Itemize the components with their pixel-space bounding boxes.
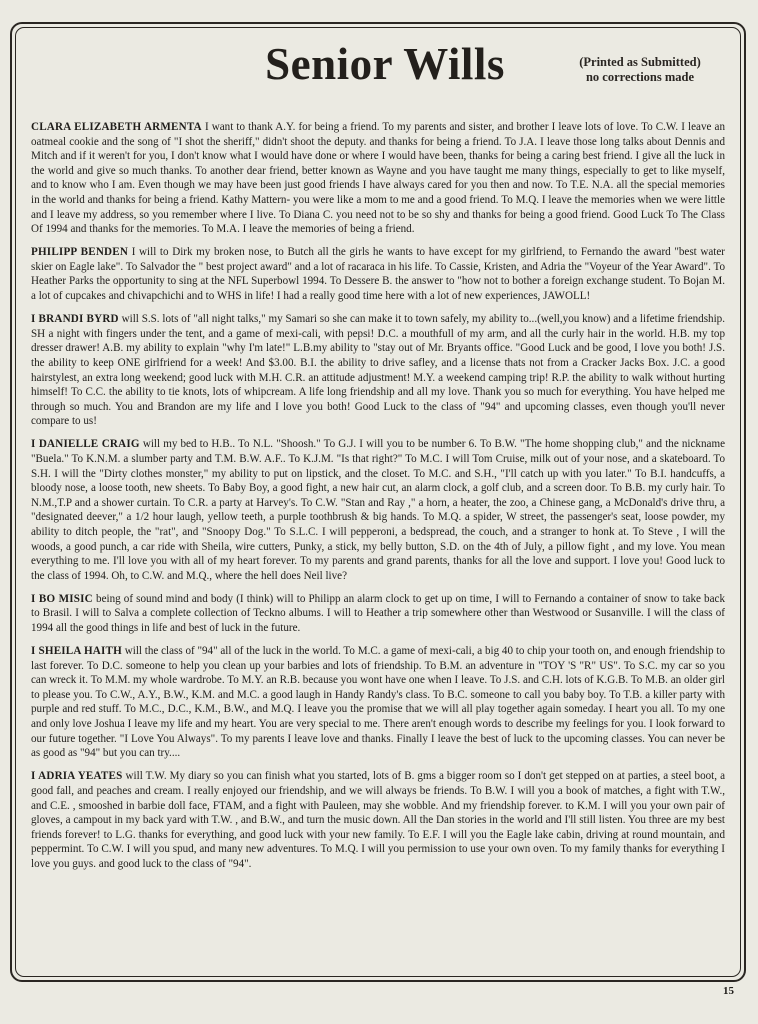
wills-list [31, 120, 725, 880]
will-text: will S.S. lots of "all night talks," my Samari so she can make it to town safely, my ability to...(well,you know) and a lifetime friendship. SH a night with fingers under the tent, and a game of mexi-cali, with pepsi! D.C. a mouthfull of my arm, and all the curly hair in the world. H.B. my top dresser drawer! A.B. my ability to explain "why I'm late!" L.B.my ability to "stay out of Mr. Bryants office. "Good Luck and be good, I love you both! J.S. the ability to keep ONE girlfriend for a week! And $3.00. B.I. the ability to drive safley, and a license thats not from a Cracker Jacks Box. J.C. a good hairstylest, an extra long weekend; good luck with M.H. C.R. an attitude adjustment! M.Y. a weekend camping trip! R.P. the ability to walk without hurting himself! To C.C. the ability to tie knots, lots of whipcream. A life long friendship and all my love. Thank you so much for everything. You have helped me through so much. You and Brandon are my life and I love you both! Good Luck to the class of "94" and upcoming classes, even though you'll never compare to us! [31, 313, 725, 428]
printed-as-submitted-note [555, 55, 725, 85]
note-line-1: (Printed as Submitted) [579, 55, 701, 69]
senior-name: PHILIPP BENDEN [31, 246, 129, 259]
page-title: Senior Wills [265, 39, 505, 89]
will-paragraph-benden [31, 245, 725, 303]
will-paragraph-haith [31, 644, 725, 761]
senior-name: I SHEILA HAITH [31, 645, 122, 658]
will-text: will my bed to H.B.. To N.L. "Shoosh." To G.J. I will you to be number 6. To B.W. "The home shopping club," and the nickname "Buela." To K.N.M. a slumber party and T.M. B.W. A.F.. To K.J.M. "Is that right?" To M.C. I will Tom Cruise, milk out of your nose, and a skateboard. To S.H. I will the "Dirty clothes monster," my ability to put on lipstick, and the closet. To M.C. and S.H., "I'll catch up with you later." To B.I. handcuffs, a bloody nose, a loose tooth, new sheets. To Baby Boy, a good fight, a new hair cut, an alarm clock, a golf club, and a screen door. To B.B. my curly hair. To N.M.,T.P and a shower curtain. To C.R. a party at Harvey's. To C.W. "Stan and Ray ," a horn, a heater, the zoo, a Chinese gang, a McDonald's drive thru, a "designated deever," a 1/2 hour laugh, yellow teeth, a purple toothbrush & big hands. To M.Q. a spider, W street, the passenger's seat, loose powder, my ability to ditch people, the "rat", and "Snoopy Dog." To S.L.C. I will pepperoni, a bedspread, the couch, and a stranger to honk at. To Steve , I will the woods, a good punch, a car ride with Sheila, wire cutters, Punky, a stick, my belly button, S.D. on the 4th of July, a pillow fight , and my love. You mean everything to me. I'll love you with all of my heart forever. To my parents and grand parents, thanks for all the love and support. I love you! Good luck to the class of 1994. Oh, to C.W. and M.Q., where the hell does Neil live? [31, 438, 725, 582]
senior-name: I ADRIA YEATES [31, 770, 123, 783]
page-number: 15 [723, 985, 734, 997]
senior-name: CLARA ELIZABETH ARMENTA [31, 121, 202, 133]
senior-name: I BO MISIC [31, 592, 93, 605]
senior-name: I DANIELLE CRAIG [31, 438, 140, 451]
note-line-2: no corrections made [585, 70, 695, 84]
will-text: I will to Dirk my broken nose, to Butch all the girls he wants to have except for my girlfriend, to Fernando the award "best water skier on Eagle lake". To Salvador the " best project award" and a lot of racaraca in his life. To Cassie, Kristen, and Adria the "Voyeur of the Year Award". To Heather Parks the opportunity to sing at the NFL Superbowl 1994. To Dessere B. the answer to "how not to bother a foreign exchange student. To Bojan M. a lot of cupcakes and chivapchichi and to WHS in life! I had a really good time here with a lot of new experiences, JAWOLL! [31, 246, 726, 303]
will-text: I want to thank A.Y. for being a friend. To my parents and sister, and brother I leave lots of love. To C.W. I leave an oatmeal cookie and the song of "I shot the sheriff," didn't shoot the deputy. and thanks for being a friend. To J.A. I leave those long talks about Dennis and Mitch and if it weren't for you, I don't know what I would have done or where I would have been, thanks for being a caring best friend. I give all the luck in the world and give so much thanks. To another dear friend, better known as Wayne and you have taught me many things, especially to get to like myself, and to know who I am. Even though we may have been just good friends I have always cared for you then and now. To T.E. N.A. all the special memories in the world and thanks for being a friend. Kathy Mattern- you were like a mom to me and a good friend. To M.Q. I leave the memories when we were little and I leave my address, so you remember where I live. To Diana C. you need not to be so shy and thanks for being a good friend. Good Luck To The Class Of 1994 and thanks for the memories. To M.A. I leave the memories of being a friend. [31, 121, 725, 236]
senior-name: I BRANDI BYRD [31, 313, 119, 326]
will-paragraph-armenta [31, 120, 725, 237]
will-paragraph-byrd [31, 312, 725, 429]
will-paragraph-yeates [31, 769, 725, 871]
will-text: being of sound mind and body (I think) will to Philipp an alarm clock to get up on time, I will to Fernando a container of snow to take back to Brasil. I will to Salva a complete collection of Teckno albums. I will to Heather a trip somewhere other than Westwood or Susanville. I will the class of 1994 all the good things in life and best of luck in the future. [31, 592, 725, 634]
will-text: will T.W. My diary so you can finish what you started, lots of B. gms a bigger room so I don't get stepped on at parties, a steel boot, a good fall, and peaches and cream. I really enjoyed our friendship, and we will always be friends. To B.W. I will you a book of matches, a fight with T.W., and C.E. , smooshed in barbie doll face, FTAM, and a fight with Pauleen, may she wobble. And my friendship forever. to K.M. I will you your own pair of gloves, a campout in my back yard with T.W. , and B.W., and turn the music down. All the Dan stories in the world and I'll still listen. You three are my best friends forever! to L.G. thanks for everything, and good luck with your new family. To E.F. I will you the Eagle lake cabin, driving at round mountain, and peppermint. To C.W. I will you spud, and many new adventures. To M.Q. I will you permission to use your own oven. To my family thanks for everything I love you guys. and good luck to the class of "94". [31, 770, 725, 870]
will-text: will the class of "94" all of the luck in the world. To M.C. a game of mexi-cali, a big 40 to chip your tooth on, and enough friendship to last forever. To D.C. someone to help you clean up your barbies and lots of friendship. To B.M. an adventure in "TOY 'S "R" US". To S.C. my car so you can wreck it. To M.M. my whole wardrobe. To M.Y. an R.B. because you wont have one when I leave. To J.S. and C.H. lots of K.G.B. To M.B. an older girl to please you. To C.W., A.Y., B.W., K.M. and M.C. a good laugh in Handy Randy's class. To B.C. someone to call you baby boy. To T.B. a killer party with purple and red stuff. To M.C., D.C., K.M., B.W., and M.Q. I leave you the promise that we will all play together again someday. I heart you all. To my one and only love Joshua I leave my life and my heart. You are very special to me. There aren't enough words to describe my feelings for you. I look forward to our future together. "I Love You Always". To my parents I leave love and thanks. Finally I leave the best of luck to the upcoming classes. You can never be as good as "94" but you can try.... [31, 645, 725, 760]
will-paragraph-misic [31, 592, 725, 636]
will-paragraph-craig [31, 437, 725, 583]
